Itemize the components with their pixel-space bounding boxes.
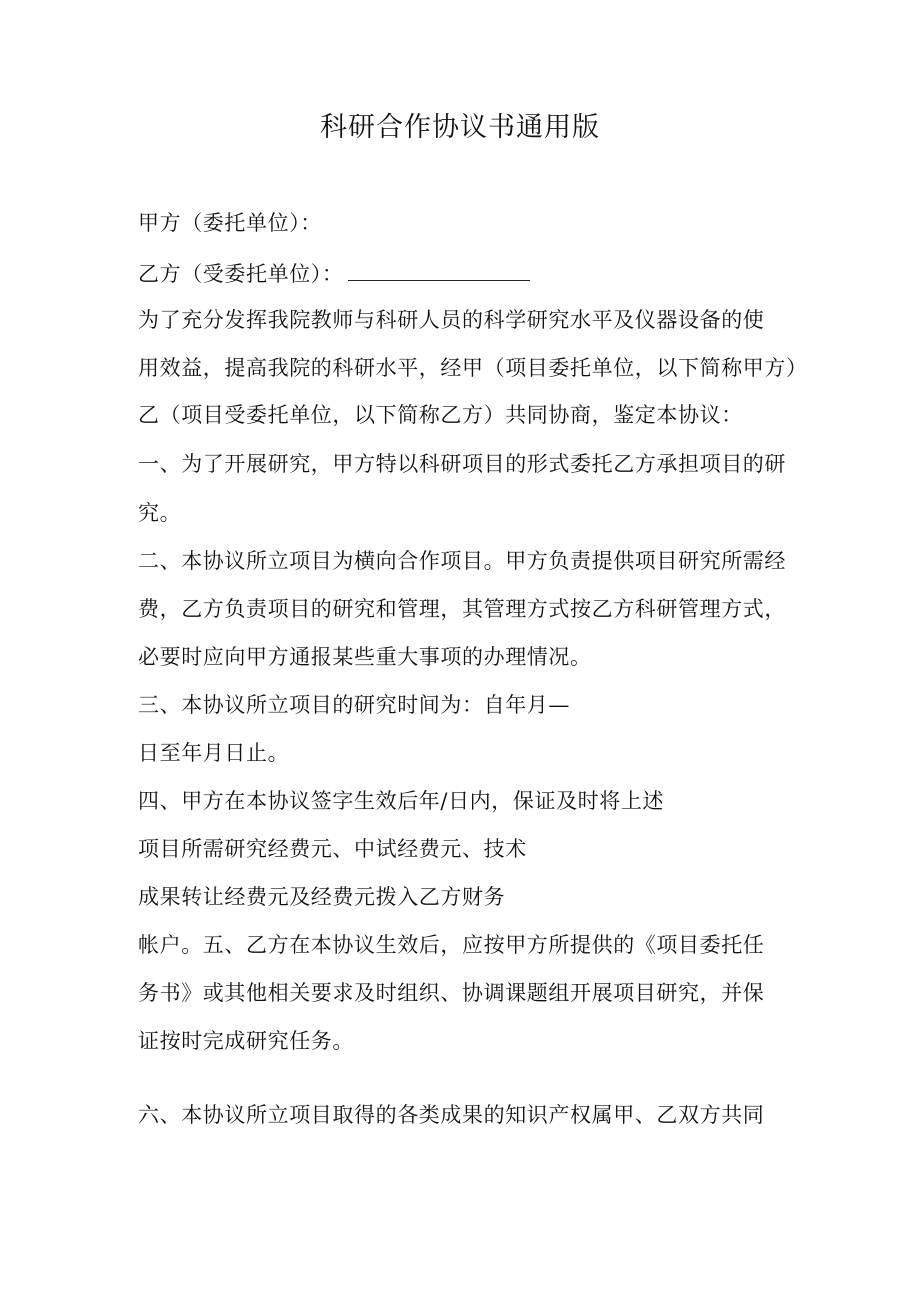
clause-2-line: 二、本协议所立项目为横向合作项目。甲方负责提供项目研究所需经 bbox=[138, 549, 786, 573]
clause-4-line: 项目所需研究经费元、中试经费元、技术 bbox=[138, 837, 527, 861]
party-b-line: 乙方（受委托单位）： bbox=[138, 256, 530, 289]
clause-4-line: 成果转让经费元及经费元拨入乙方财务 bbox=[138, 885, 506, 909]
clause-4-line: 四、甲方在本协议签字生效后年/日内，保证及时将上述 bbox=[138, 789, 665, 813]
clause-5-line: 务书》或其他相关要求及时组织、协调课题组开展项目研究，并保 bbox=[138, 981, 765, 1005]
clause-6-line: 六、本协议所立项目取得的各类成果的知识产权属甲、乙双方共同 bbox=[138, 1103, 765, 1127]
party-b-blank-field bbox=[348, 256, 530, 281]
clause-5-line: 证按时完成研究任务。 bbox=[138, 1029, 354, 1053]
clause-2-line: 费，乙方负责项目的研究和管理，其管理方式按乙方科研管理方式， bbox=[138, 597, 786, 621]
clause-1-line: 一、为了开展研究，甲方特以科研项目的形式委托乙方承担项目的研 bbox=[138, 452, 786, 476]
clause-5-line: 帐户。五、乙方在本协议生效后，应按甲方所提供的《项目委托任 bbox=[138, 933, 765, 957]
party-a-line: 甲方（委托单位）： bbox=[138, 211, 322, 235]
clause-2-line: 必要时应向甲方通报某些重大事项的办理情况。 bbox=[138, 645, 592, 669]
clause-3-line: 日至年月日止。 bbox=[138, 741, 290, 765]
document-title: 科研合作协议书通用版 bbox=[320, 112, 600, 143]
clause-3-line: 三、本协议所立项目的研究时间为：自年月— bbox=[138, 693, 570, 717]
clause-1-line: 究。 bbox=[138, 501, 182, 525]
body-line: 为了充分发挥我院教师与科研人员的科学研究水平及仪器设备的使 bbox=[138, 308, 765, 332]
body-line: 乙（项目受委托单位，以下简称乙方）共同协商，鉴定本协议： bbox=[138, 403, 743, 427]
body-line: 用效益，提高我院的科研水平，经甲（项目委托单位，以下简称甲方） bbox=[138, 356, 808, 380]
